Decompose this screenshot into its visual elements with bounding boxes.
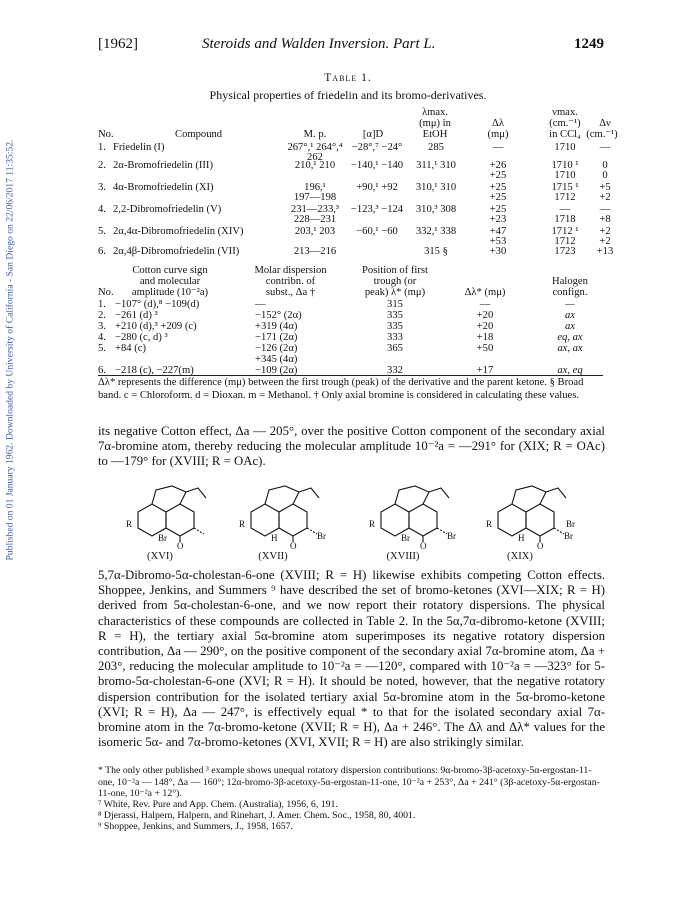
- cell-alpha: −123,³ −124: [350, 204, 404, 215]
- substituent-5: Br: [401, 533, 410, 543]
- col-vmax: νmax.: [552, 107, 578, 118]
- substituent-5: H: [518, 533, 525, 543]
- cell-cc: −218 (c), −227(m): [115, 365, 194, 376]
- cell-vmax-2: 1718: [554, 214, 576, 225]
- table-caption: Physical properties of friedelin and its bromo-derivatives.: [209, 88, 487, 102]
- cell-dl: —: [492, 142, 504, 153]
- cell-dl-2: +23: [489, 214, 507, 225]
- col-lmax-unit: (mμ) in: [419, 118, 451, 129]
- col-molar-2: contribn. of: [265, 276, 316, 287]
- col-compound: Compound: [175, 129, 223, 140]
- cell-dls: +18: [476, 332, 494, 343]
- steroid-ring-drawing: [363, 482, 473, 546]
- cell-compound: Friedelin (I): [113, 142, 165, 153]
- cell-pos: 335: [387, 310, 403, 321]
- cell-dls: +20: [476, 310, 494, 321]
- cell-hal: ax, ax: [557, 343, 583, 354]
- substituent-r: R: [239, 519, 246, 529]
- cell-mp: 213—216: [293, 246, 337, 257]
- cell-no: 6.: [98, 246, 106, 257]
- col-dl: Δλ: [492, 118, 504, 129]
- substituent-extra: Br: [566, 519, 575, 529]
- cell-lmax: 310,¹ 310: [415, 182, 457, 193]
- cell-no: 4.: [98, 332, 106, 343]
- col-position-3: peak) λ* (mμ): [364, 287, 426, 298]
- col-dv-unit: (cm.⁻¹): [586, 129, 618, 140]
- cell-compound: 2α,4β-Dibromofriedelin (VII): [113, 246, 240, 257]
- substituent-r: R: [369, 519, 376, 529]
- col-cotton-2: and molecular: [139, 276, 201, 287]
- cell-md: +319 (4α): [255, 321, 298, 332]
- cell-mp-2: 197—198: [293, 192, 337, 203]
- cell-hal: ax: [565, 321, 575, 332]
- header-title: Steroids and Walden Inversion. Part L.: [202, 36, 436, 52]
- structure-2: [233, 482, 343, 562]
- cell-no: 6.: [98, 365, 106, 376]
- cell-alpha: −28°,⁷ −24°: [351, 142, 403, 153]
- paragraph-1: its negative Cotton effect, Δa — 205°, over the positive Cotton component of the secondary axial 7α-bromine atom, thereby reducing the molecular amplitude 10⁻²a = —291° for (XIX; R = OAc) to —179° for (XVIII; R = OAc).: [98, 424, 605, 469]
- cell-dv: 0: [602, 160, 608, 171]
- structure-3: [363, 482, 473, 562]
- footnote-star: * The only other published ³ example shows unequal rotatory dispersion contributions: 9α-bromo-3β-acetoxy-5α-ergostan-11-one, 10⁻²a — 148°, Δa — 160°; 12α-bromo-3β-acetoxy-5α-ergostan-11-one, 10⁻²a + 253°, Δa + 241° (3β-acetoxy-5α-ergostan-11-one, 10⁻²a + 12°).: [98, 765, 600, 799]
- cell-pos: 365: [387, 343, 403, 354]
- cell-cc: +210 (d),³ +209 (c): [115, 321, 197, 332]
- cell-no: 5.: [98, 226, 106, 237]
- cell-mp-2: 228—231: [293, 214, 337, 225]
- cell-dl-2: +53: [489, 236, 507, 247]
- col-molar-3: subst., Δa †: [265, 287, 316, 298]
- col-molar: Molar dispersion: [254, 265, 327, 276]
- cell-mp-2: 262: [307, 152, 323, 163]
- cell-lmax: 285: [428, 142, 444, 153]
- header-year: [1962]: [98, 36, 138, 52]
- table-rule: [98, 375, 603, 376]
- cell-dl-2: +25: [489, 192, 507, 203]
- steroid-ring-drawing: [233, 482, 343, 546]
- col-dlstar: Δλ* (mμ): [464, 287, 506, 298]
- cell-no: 4.: [98, 204, 106, 215]
- cell-alpha: −60,¹ −60: [356, 226, 398, 237]
- cell-no: 3.: [98, 321, 106, 332]
- substituent-7: Br: [317, 531, 326, 541]
- steroid-ring-drawing: [480, 482, 590, 546]
- col-position: Position of first: [362, 265, 428, 276]
- cell-vmax: 1723: [554, 246, 576, 257]
- col-dv: Δν: [599, 118, 611, 129]
- cell-md: —: [255, 299, 266, 310]
- col-alpha: [α]D: [362, 129, 384, 140]
- cell-dv: +2: [599, 226, 611, 237]
- cell-cc: −261 (d) ³: [115, 310, 158, 321]
- table-label: Table 1.: [324, 72, 372, 84]
- cell-vmax: 1710: [554, 142, 576, 153]
- col-lmax-solvent: EtOH: [422, 129, 448, 140]
- carbonyl-o: O: [290, 541, 297, 551]
- cell-md: −126 (2α): [255, 343, 298, 354]
- cell-mp: 267°,¹ 264°,⁴: [287, 142, 343, 153]
- cell-hal: —: [565, 299, 575, 310]
- cell-lmax: 311,¹ 310: [416, 160, 456, 171]
- cell-dv-2: +2: [599, 192, 611, 203]
- col-position-2: trough (or: [373, 276, 417, 287]
- cell-hal: ax: [565, 310, 575, 321]
- cell-alpha: −140,¹ −140: [350, 160, 404, 171]
- substituent-5: H: [271, 533, 278, 543]
- col-halogen: Halogen: [552, 276, 588, 287]
- col-vmax-solvent: in CCl₄: [549, 129, 581, 140]
- cell-pos: 332: [387, 365, 403, 376]
- col-no-2: No.: [98, 287, 114, 298]
- col-dl-unit: (mμ): [487, 129, 509, 140]
- col-vmax-unit: (cm.⁻¹): [549, 118, 581, 129]
- cell-cc: −107° (d),⁸ −109(d): [115, 299, 200, 310]
- col-no: No.: [98, 129, 114, 140]
- cell-no: 3.: [98, 182, 106, 193]
- cell-no: 2.: [98, 310, 106, 321]
- carbonyl-o: O: [537, 541, 544, 551]
- cell-dv-2: +2: [599, 236, 611, 247]
- cell-mp: 196,¹: [304, 182, 326, 193]
- cell-dv: —: [599, 142, 611, 153]
- cell-alpha: +90,¹ +92: [356, 182, 398, 193]
- cell-md: −152° (2α): [255, 310, 302, 321]
- cell-cc: −280 (c, d) ³: [115, 332, 168, 343]
- cell-compound: 2α-Bromofriedelin (III): [113, 160, 213, 171]
- cell-md: −171 (2α): [255, 332, 298, 343]
- col-cotton-3: amplitude (10⁻²a): [131, 287, 209, 298]
- cell-dv: +13: [596, 246, 614, 257]
- structure-label: (XVIII): [386, 551, 420, 562]
- cell-lmax: 332,¹ 338: [415, 226, 457, 237]
- cell-dls: +17: [476, 365, 494, 376]
- table-notes: Δλ* represents the difference (mμ) between the first trough (peak) of the derivative and the parent ketone. § Broad band. c = Chloroform. d = Dioxan. m = Methanol. † Only axial bromine is considered in calculating these values.: [98, 377, 584, 401]
- steroid-ring-drawing: [120, 482, 230, 546]
- cell-vmax-2: 1712: [554, 192, 576, 203]
- cell-vmax: 1715 ¹: [551, 182, 579, 193]
- cell-vmax-2: 1710: [554, 170, 576, 181]
- cell-cc: +84 (c): [115, 343, 146, 354]
- structure-label: (XIX): [507, 551, 533, 562]
- cell-vmax: —: [559, 204, 571, 215]
- cell-vmax: 1712 ¹: [551, 226, 579, 237]
- cell-md: +345 (4α): [255, 354, 298, 365]
- cell-pos: 335: [387, 321, 403, 332]
- cell-mp: 210,¹ 210: [294, 160, 336, 171]
- paragraph-2: 5,7α-Dibromo-5α-cholestan-6-one (XVIII; R = H) likewise exhibits competing Cotton effects. Shoppee, Jenkins, and Summers ⁹ have described the set of bromo-ketones (XVI—XIX; R = H) derived from 5α-cholestan-6-one, and we now report their rotatory dispersions. The physical characteristics of these compounds are collected in Table 2. In the 5α,7α-dibromo-ketone (XVIII; R = H), the tertiary axial 5α-bromine atom superimposes its negative rotatory dispersion contribution, Δa — 290°, on the positive component of the secondary axial 7α-bromine atom, Δa + 203°, reducing the molecular amplitude to 10⁻²a = —120°, compared with 10⁻²a = —323° for 5-bromo-5α-cholestan-6-one (XVI; R = H). It should be noted, however, that the negative rotatory dispersion contribution for the isolated tertiary axial 5α-bromine atom in the 5α-bromo-ketone (XVI; R = H), Δa — 247°, is effectively equal * to that for the isolated secondary axial 7α-bromine atom in the 7α-bromo-ketone (XVII; R = H), Δa + 246°. The Δλ and Δλ* values for the isomeric 5α- and 7α-bromo-ketones (XVI, XVII; R = H) are also strikingly similar.: [98, 568, 605, 750]
- cell-dv-2: +8: [599, 214, 611, 225]
- col-cotton: Cotton curve sign: [132, 265, 208, 276]
- substituent-5: Br: [158, 533, 167, 543]
- cell-no: 5.: [98, 343, 106, 354]
- cell-compound: 2,2-Dibromofriedelin (V): [113, 204, 222, 215]
- cell-dl-2: +25: [489, 170, 507, 181]
- cell-dl: +25: [489, 182, 507, 193]
- cell-pos: 315: [387, 299, 403, 310]
- substituent-r: R: [486, 519, 493, 529]
- footnote-7: ⁷ White, Rev. Pure and App. Chem. (Australia), 1956, 6, 191.: [98, 799, 338, 810]
- running-header: [0, 36, 696, 56]
- cell-dls: +20: [476, 321, 494, 332]
- col-mp: M. p.: [303, 129, 327, 140]
- cell-no: 1.: [98, 142, 106, 153]
- cell-mp: 231—233,³: [290, 204, 340, 215]
- cell-lmax: 310,³ 308: [415, 204, 457, 215]
- cell-dv-2: 0: [602, 170, 608, 181]
- cell-dv: —: [599, 204, 611, 215]
- cell-vmax-2: 1712: [554, 236, 576, 247]
- cell-vmax: 1710 ¹: [551, 160, 579, 171]
- cell-no: 1.: [98, 299, 106, 310]
- cell-dl: +47: [489, 226, 507, 237]
- cell-hal: eq, ax: [557, 332, 583, 343]
- cell-dls: —: [479, 299, 491, 310]
- structure-label: (XVI): [147, 551, 173, 562]
- cell-dl: +25: [489, 204, 507, 215]
- watermark-text: Published on 01 January 1962. Downloaded by University of California - San Diego on 22/06/2017 11:35:52.: [4, 139, 16, 561]
- page-number: 1249: [574, 36, 604, 52]
- substituent-7: Br: [447, 531, 456, 541]
- cell-dv: +5: [599, 182, 611, 193]
- structure-label: (XVII): [258, 551, 288, 562]
- footnote-8: ⁸ Djerassi, Halpern, Halpern, and Rinehart, J. Amer. Chem. Soc., 1958, 80, 4001.: [98, 810, 416, 821]
- col-halogen-2: confign.: [552, 287, 588, 298]
- structure-4: [480, 482, 590, 562]
- cell-mp: 203,¹ 203: [294, 226, 336, 237]
- structure-1: [120, 482, 230, 562]
- carbonyl-o: O: [420, 541, 427, 551]
- cell-lmax: 315 §: [424, 246, 448, 257]
- cell-no: 2.: [98, 160, 106, 171]
- cell-compound: 2α,4α-Dibromofriedelin (XIV): [113, 226, 244, 237]
- cell-dl: +30: [489, 246, 507, 257]
- cell-md: −109 (2α): [255, 365, 298, 376]
- footnote-9: ⁹ Shoppee, Jenkins, and Summers, J., 1958, 1657.: [98, 821, 293, 832]
- substituent-7: Br: [564, 531, 573, 541]
- substituent-r: R: [126, 519, 133, 529]
- cell-dl: +26: [489, 160, 507, 171]
- carbonyl-o: O: [177, 541, 184, 551]
- cell-dls: +50: [476, 343, 494, 354]
- cell-pos: 333: [387, 332, 403, 343]
- download-watermark: [3, 100, 17, 600]
- col-lmax: λmax.: [421, 107, 449, 118]
- cell-compound: 4α-Bromofriedelin (XI): [113, 182, 214, 193]
- cell-hal: ax, eq: [557, 365, 583, 376]
